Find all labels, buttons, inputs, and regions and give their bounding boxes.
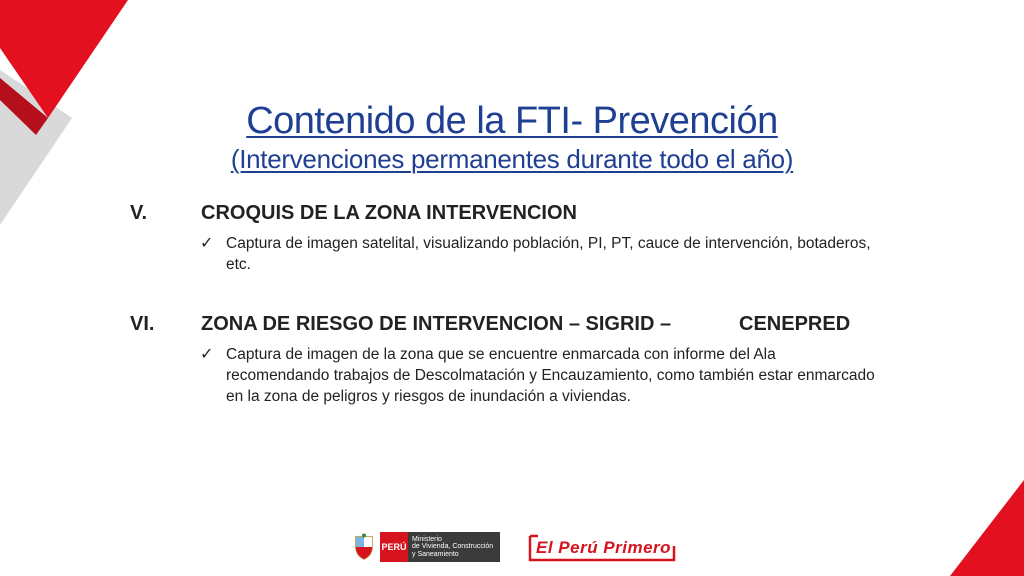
section-title-extra: CENEPRED: [739, 313, 851, 335]
section-v-bullet: [200, 233, 880, 275]
ministerio-line: de Vivienda, Construcción: [412, 543, 494, 551]
section-title: CROQUIS DE LA ZONA INTERVENCION: [201, 202, 577, 224]
peru-label: PERÚ: [380, 532, 408, 562]
ministerio-name: [408, 532, 500, 562]
coat-of-arms-icon: [352, 533, 376, 561]
ministerio-line: Ministerio: [412, 535, 442, 543]
slide-title: Contenido de la FTI- Prevención: [246, 100, 778, 142]
bottom-right-red-shape: [950, 480, 1024, 576]
checkmark-icon: ✓: [200, 235, 214, 252]
peru-primero-logo: [528, 532, 678, 564]
section-title: ZONA DE RIESGO DE INTERVENCION – SIGRID –: [201, 313, 672, 335]
peru-primero-text: El Perú Primero: [536, 538, 672, 557]
section-number: VI.: [130, 313, 155, 335]
ministerio-line: y Saneamiento: [412, 550, 459, 558]
bullet-text: Captura de imagen de la zona que se encuentre enmarcada con informe del Ala recomendando trabajos de Descolmatación y Encauzamiento, como también estar enmarcado en la zona de peligros y riesgos de inundación a viviendas.: [226, 346, 875, 405]
slide-subtitle: (Intervenciones permanentes durante todo el año): [230, 144, 794, 174]
checkmark-icon: ✓: [200, 346, 214, 363]
section-vi-bullet: [200, 344, 880, 407]
section-number: V.: [130, 202, 148, 224]
ministerio-logo: [352, 532, 504, 562]
bullet-text: Captura de imagen satelital, visualizando población, PI, PT, cauce de intervención, botaderos, etc.: [226, 235, 871, 273]
